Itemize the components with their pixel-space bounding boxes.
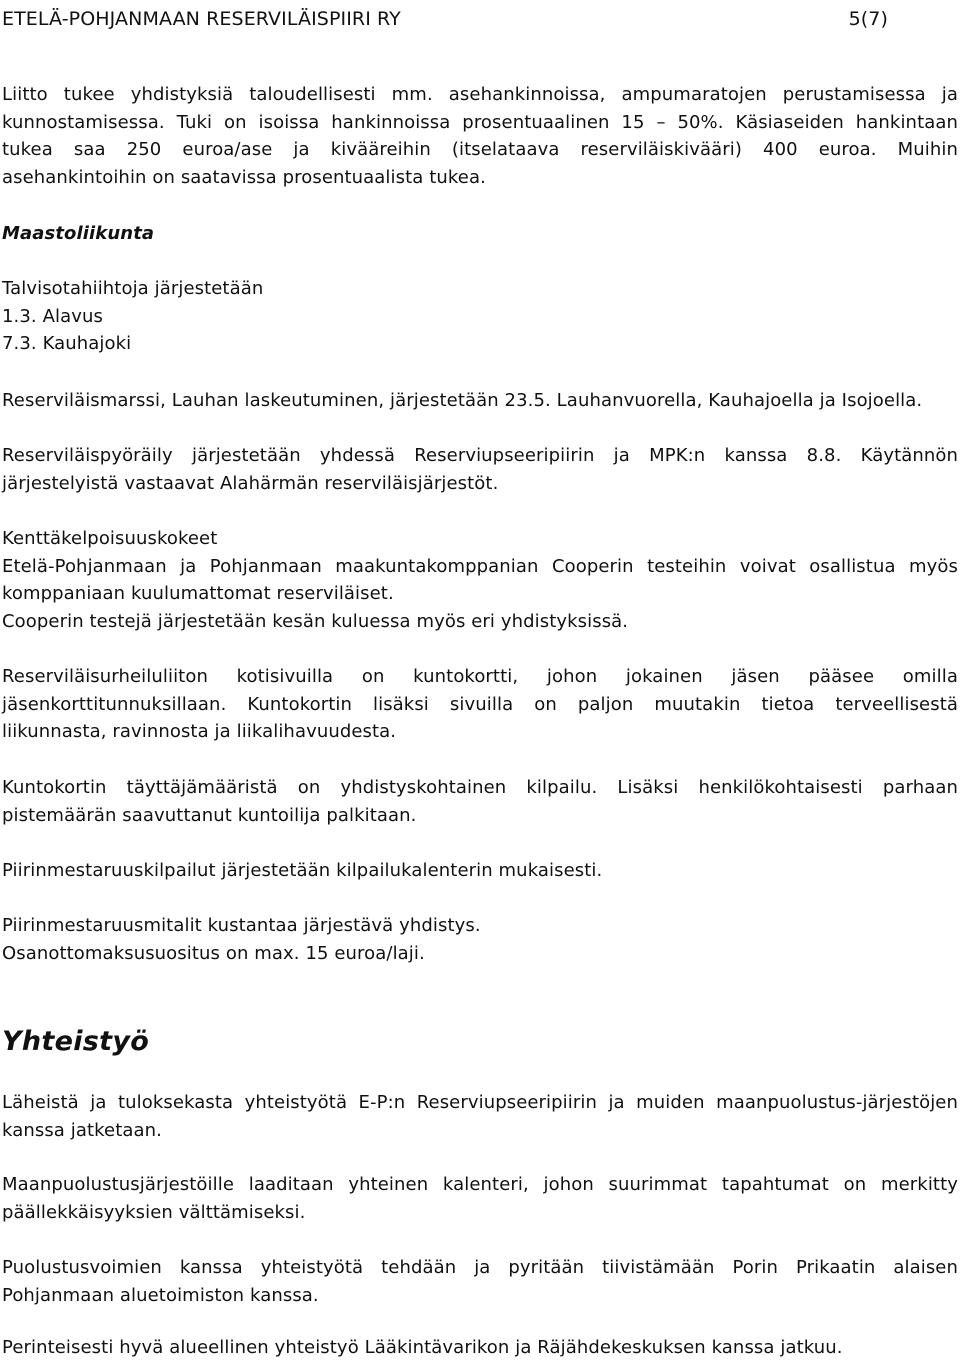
paragraph-line: Läheistä ja tuloksekasta yhteistyötä E-P:n Reserviupseeripiirin ja muiden maanpuolustus-järjestöjen [2, 1092, 958, 1113]
section-heading-yhteistyo: Yhteistyö [2, 1026, 150, 1057]
kilpailu-paragraph [2, 774, 958, 829]
yhteistyo-paragraph-2 [2, 1171, 958, 1226]
page-header [2, 4, 888, 34]
paragraph-line: Liitto tukee yhdistyksiä taloudellisesti mm. asehankinnoissa, ampumaratojen perustamisessa ja [2, 84, 958, 105]
paragraph-line: järjestelyistä vastaavat Alahärmän reserviläisjärjestöt. [2, 472, 499, 494]
kenttakelpoisuus-block [2, 525, 958, 635]
yhteistyo-paragraph-4 [2, 1334, 958, 1362]
section-heading-maastoliikunta: Maastoliikunta [2, 223, 155, 244]
list-item: 7.3. Kauhajoki [2, 333, 132, 354]
paragraph-line: Etelä-Pohjanmaan ja Pohjanmaan maakuntakomppanian Cooperin testeihin voivat osallistua myös [2, 555, 958, 577]
talvisota-title: Talvisotahiihtoja järjestetään [2, 278, 264, 299]
paragraph-line: jäsenkorttitunnuksillaan. Kuntokortin lisäksi sivuilla on paljon muutakin tietoa terveellisestä [2, 693, 958, 715]
paragraph-line: Reserviläispyöräily järjestetään yhdessä Reserviupseeripiirin ja MPK:n kanssa 8.8. Käytännön [2, 445, 958, 466]
marssi-paragraph [2, 387, 958, 415]
yhteistyo-paragraph-1 [2, 1089, 958, 1144]
paragraph-line: Reserviläisurheiluliiton kotisivuilla on kuntokortti, johon jokainen jäsen pääsee omilla [2, 666, 958, 687]
page-number: 5(7) [848, 8, 888, 30]
paragraph-line: liikunnasta, ravinnosta ja liikalihavuudesta. [2, 721, 397, 742]
paragraph-line: Reserviläismarssi, Lauhan laskeutuminen, järjestetään 23.5. Lauhanvuorella, Kauhajoella ja Isojoella. [2, 390, 923, 411]
paragraph-line: kunnostamisessa. Tuki on isoissa hankinnoissa prosentuaalinen 15 – 50%. Käsiaseiden hankintaan [2, 111, 958, 133]
list-item: 1.3. Alavus [2, 305, 103, 327]
paragraph-line: tukea saa 250 euroa/ase ja kivääreihin (itselataava reserviläiskivääri) 400 euroa. Muihin [2, 139, 958, 160]
piirinmestaruus-paragraph [2, 857, 958, 885]
pyoraily-paragraph [2, 442, 958, 497]
paragraph-line: Puolustusvoimien kanssa yhteistyötä tehdään ja pyritään tiivistämään Porin Prikaatin alaisen [2, 1257, 958, 1278]
paragraph-line: Cooperin testejä järjestetään kesän kuluessa myös eri yhdistyksissä. [2, 610, 629, 632]
kenttakelpoisuus-title: Kenttäkelpoisuuskokeet [2, 528, 218, 549]
paragraph-line: pistemäärän saavuttanut kuntoilija palkitaan. [2, 804, 417, 826]
yhteistyo-paragraph-3 [2, 1254, 958, 1309]
paragraph-line: komppaniaan kuulumattomat reserviläiset. [2, 583, 394, 604]
paragraph-line: kanssa jatketaan. [2, 1119, 162, 1141]
mitalit-paragraph [2, 912, 958, 967]
paragraph-line: Perinteisesti hyvä alueellinen yhteistyö Lääkintävarikon ja Räjähdekeskuksen kanssa jatkuu. [2, 1337, 843, 1358]
paragraph-line: asehankintoihin on saatavissa prosentuaalista tukea. [2, 166, 486, 188]
paragraph-line: päällekkäisyyksien välttämiseksi. [2, 1201, 306, 1223]
paragraph-line: Maanpuolustusjärjestöille laaditaan yhteinen kalenteri, johon suurimmat tapahtumat on merkitty [2, 1174, 958, 1195]
urheiluliitto-paragraph [2, 663, 958, 746]
paragraph-line: Piirinmestaruusmitalit kustantaa järjestävä yhdistys. [2, 915, 481, 936]
intro-paragraph [2, 81, 958, 191]
paragraph-line: Pohjanmaan aluetoimiston kanssa. [2, 1284, 319, 1306]
talvisota-block [2, 275, 958, 358]
paragraph-line: Kuntokortin täyttäjämääristä on yhdistyskohtainen kilpailu. Lisäksi henkilökohtaisesti parhaan [2, 777, 958, 798]
organization-name: ETELÄ-POHJANMAAN RESERVILÄISPIIRI RY [2, 8, 401, 30]
paragraph-line: Piirinmestaruuskilpailut järjestetään kilpailukalenterin mukaisesti. [2, 860, 603, 881]
paragraph-line: Osanottomaksusuositus on max. 15 euroa/laji. [2, 942, 425, 964]
